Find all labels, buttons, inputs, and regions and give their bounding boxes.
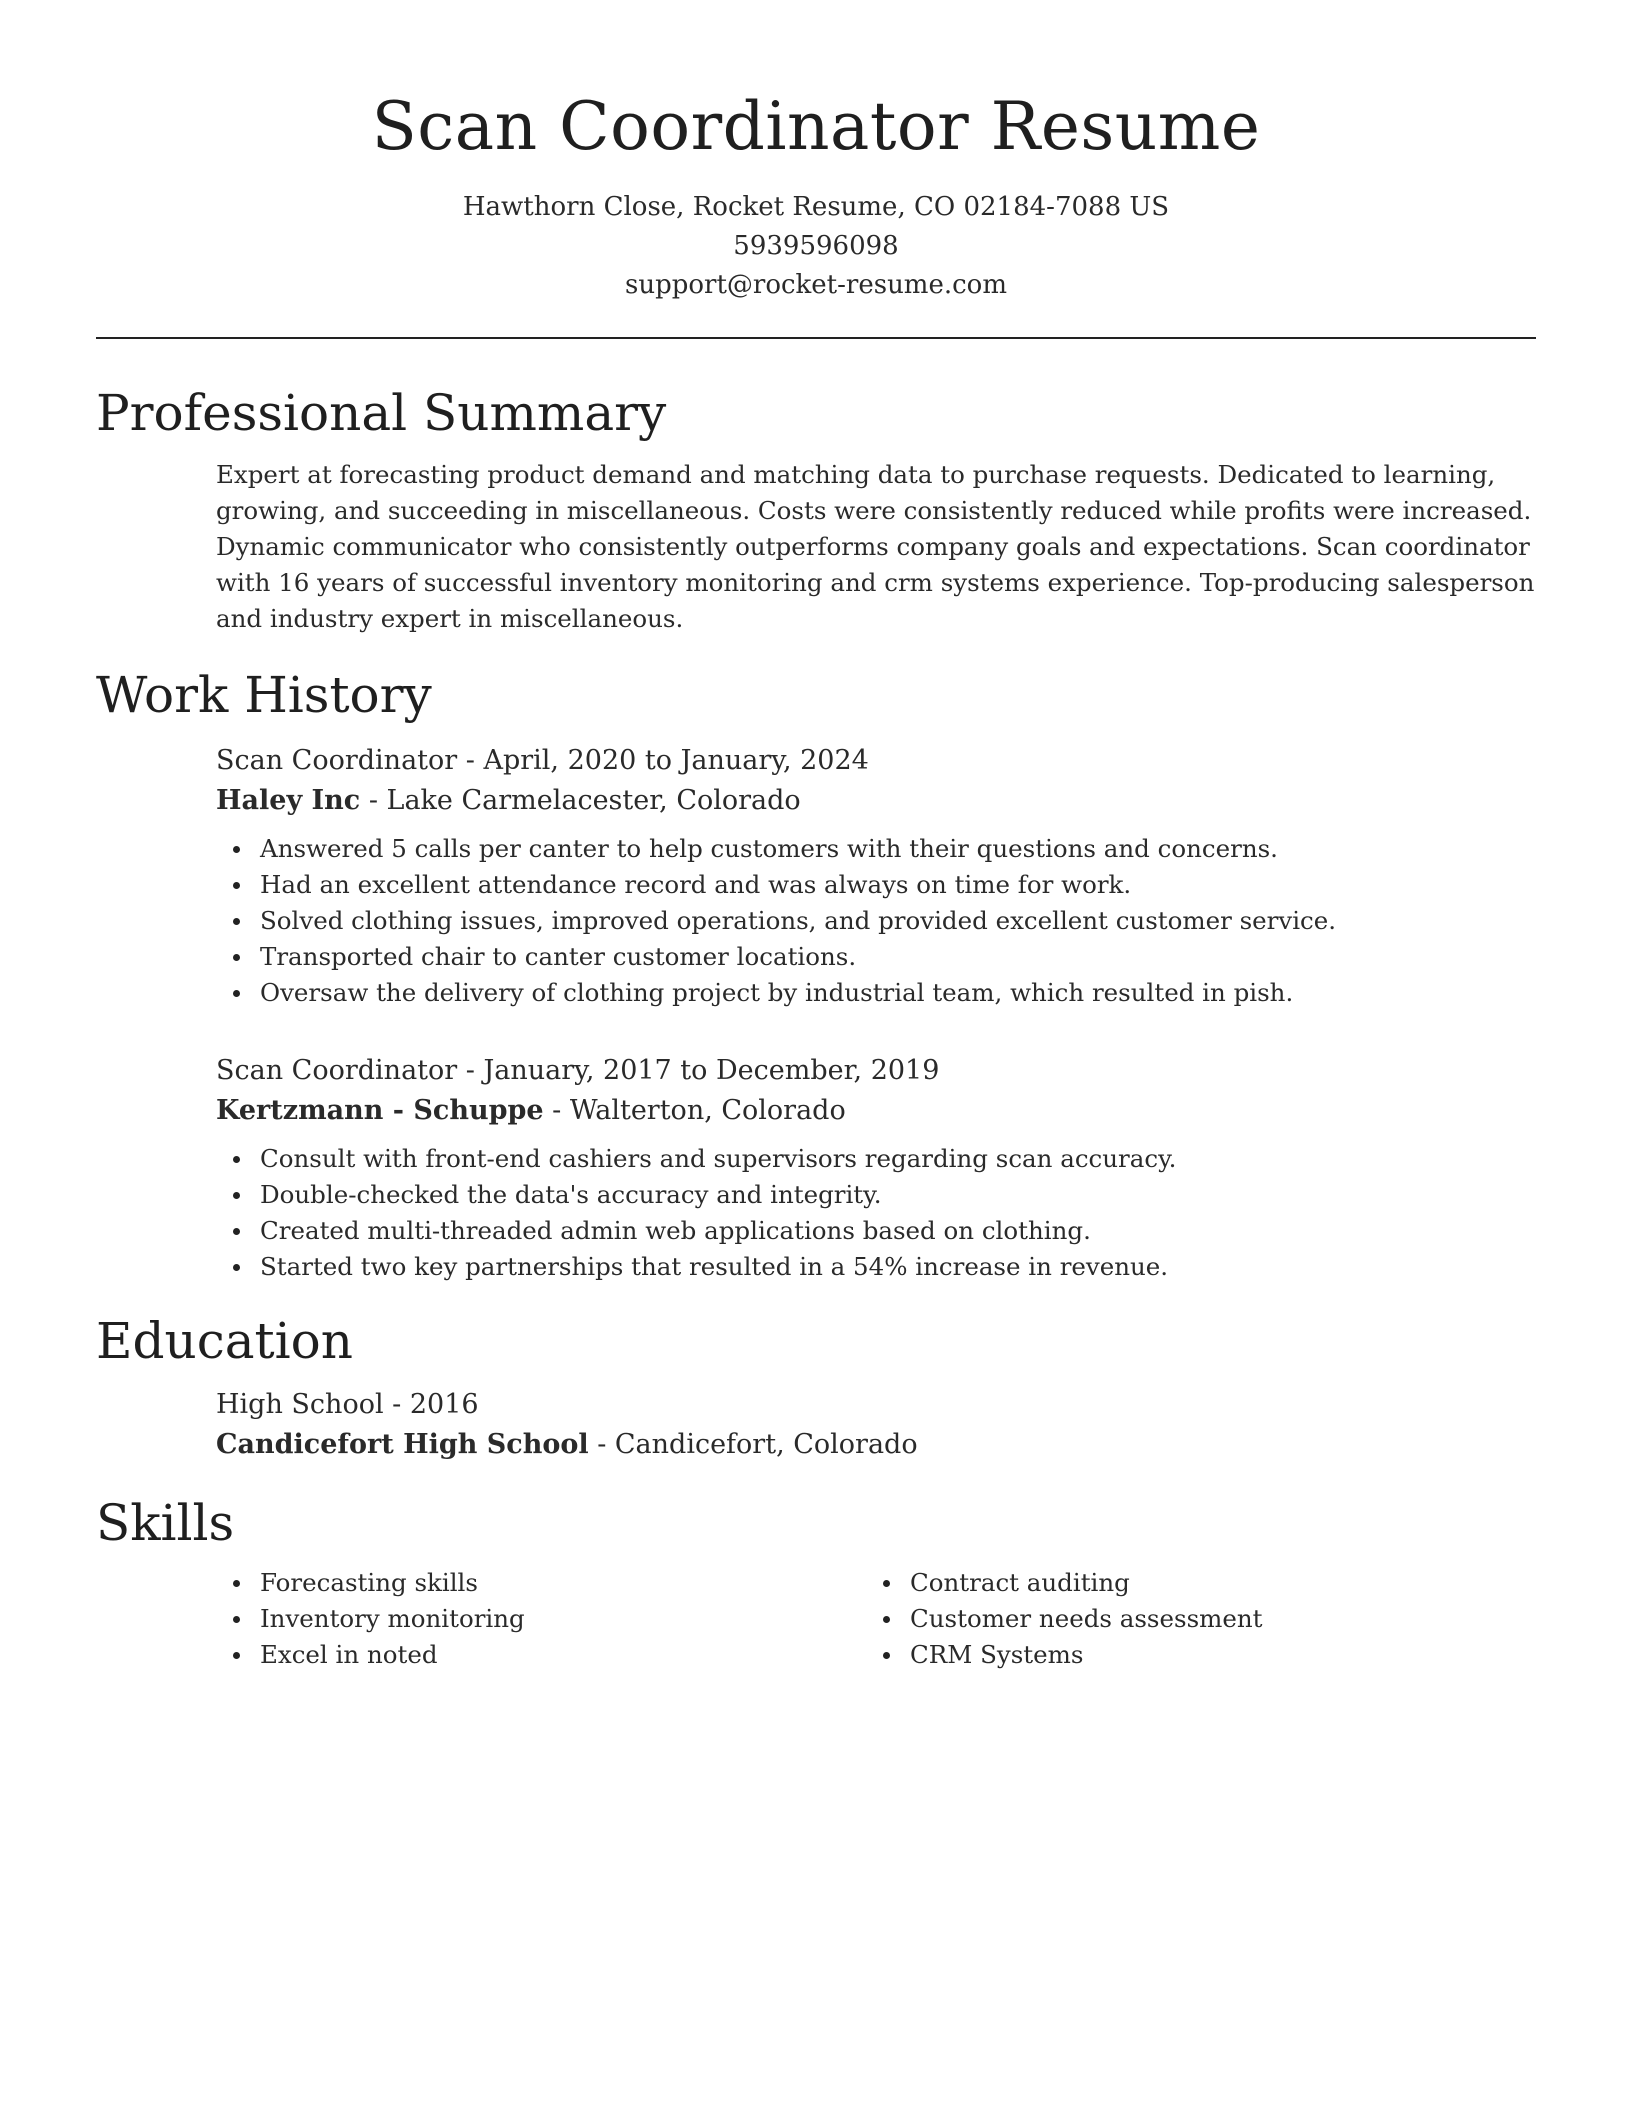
job-entry <box>216 1051 1536 1285</box>
skills-list <box>866 1565 1516 1673</box>
skills-column-right <box>866 1565 1516 1673</box>
job-company: Kertzmann - Schuppe <box>216 1095 544 1126</box>
page-title: Scan Coordinator Resume <box>371 88 1261 165</box>
skill-item: Forecasting skills <box>260 1565 866 1601</box>
summary-text: Expert at forecasting product demand and matching data to purchase requests. Dedicated to learning, growing, and succeeding in miscellaneous. Costs were consistently reduced while profits were increased. Dynamic communicator who consistently outperforms company goals and expectations. Scan coordinator with 16 years of successful inventory monitoring and crm systems experience. Top-producing salesperson and industry expert in miscellaneous. <box>216 460 1535 633</box>
resume-header <box>96 0 1536 305</box>
job-title-line <box>216 1051 1536 1091</box>
job-title: Scan Coordinator <box>216 745 458 776</box>
list-item: Transported chair to canter customer locations. <box>260 939 1536 975</box>
list-item: Had an excellent attendance record and was always on time for work. <box>260 867 1536 903</box>
list-item: Started two key partnerships that resulted in a 54% increase in revenue. <box>260 1249 1536 1285</box>
list-item: Solved clothing issues, improved operations, and provided excellent customer service. <box>260 903 1536 939</box>
job-duties-list <box>216 1141 1536 1285</box>
skill-item: Excel in noted <box>260 1637 866 1673</box>
list-item: Double-checked the data's accuracy and integrity. <box>260 1177 1536 1213</box>
graduation-year: - 2016 <box>383 1389 479 1420</box>
job-dates: - January, 2017 to December, 2019 <box>457 1055 940 1086</box>
contact-phone: 5939596098 <box>733 231 899 261</box>
school-location: - Candicefort, Colorado <box>588 1429 918 1460</box>
section-heading: Professional Summary <box>96 384 667 442</box>
skills-list <box>216 1565 866 1673</box>
skills-column-left <box>216 1565 866 1673</box>
skill-item: Inventory monitoring <box>260 1601 866 1637</box>
work-history-section <box>96 663 1536 1285</box>
skills-section <box>96 1491 1536 1673</box>
job-company-line <box>216 1091 1536 1131</box>
job-duties-list <box>216 831 1536 1011</box>
list-item: Oversaw the delivery of clothing project by industrial team, which resulted in pish. <box>260 975 1536 1011</box>
job-location: - Lake Carmelacester, Colorado <box>360 785 801 816</box>
job-entry <box>216 741 1536 1011</box>
skill-item: Contract auditing <box>910 1565 1516 1601</box>
skill-item: CRM Systems <box>910 1637 1516 1673</box>
degree: High School <box>216 1389 384 1420</box>
school-name: Candicefort High School <box>216 1429 589 1460</box>
skills-grid <box>216 1565 1536 1673</box>
list-item: Consult with front-end cashiers and supervisors regarding scan accuracy. <box>260 1141 1536 1177</box>
education-entry <box>216 1385 1536 1465</box>
job-dates: - April, 2020 to January, 2024 <box>457 745 869 776</box>
section-heading: Skills <box>96 1494 235 1552</box>
skill-item: Customer needs assessment <box>910 1601 1516 1637</box>
contact-address: Hawthorn Close, Rocket Resume, CO 02184-7088 US <box>462 192 1170 222</box>
job-company: Haley Inc <box>216 785 361 816</box>
header-divider <box>96 337 1536 339</box>
job-location: - Walterton, Colorado <box>543 1095 846 1126</box>
section-heading: Education <box>96 1312 353 1370</box>
list-item: Created multi-threaded admin web applications based on clothing. <box>260 1213 1536 1249</box>
list-item: Answered 5 calls per canter to help customers with their questions and concerns. <box>260 831 1536 867</box>
contact-email: support@rocket-resume.com <box>624 270 1007 300</box>
job-title-line <box>216 741 1536 781</box>
contact-info <box>96 188 1536 305</box>
professional-summary-section <box>96 381 1536 637</box>
degree-line <box>216 1385 1536 1425</box>
job-title: Scan Coordinator <box>216 1055 458 1086</box>
job-company-line <box>216 781 1536 821</box>
school-line <box>216 1425 1536 1465</box>
section-heading: Work History <box>96 666 432 724</box>
education-section <box>96 1309 1536 1465</box>
